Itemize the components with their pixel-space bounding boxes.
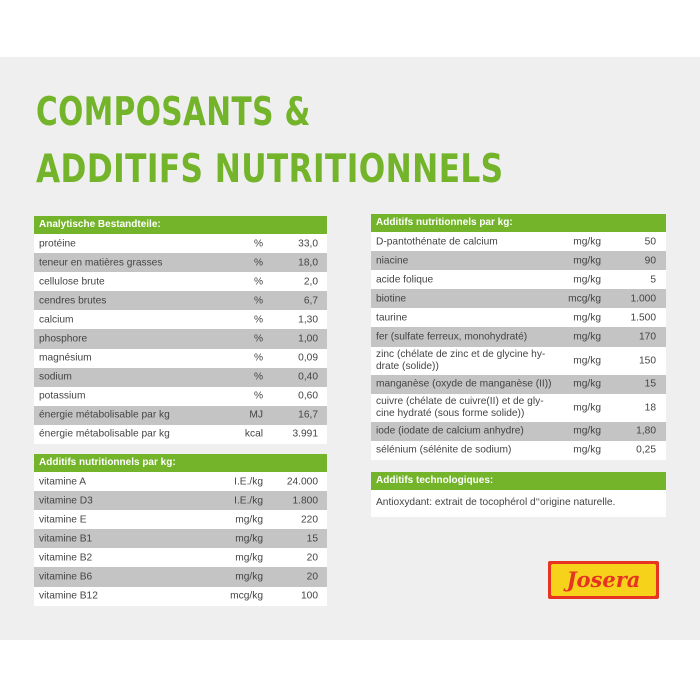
row-unit: mcg/kg xyxy=(230,590,263,602)
row-value: 15 xyxy=(306,533,318,545)
row-name: vitamine D3 xyxy=(39,495,93,507)
technological-additives-text: Antioxydant: extrait de tocophérol d‘‘origine naturelle. xyxy=(376,497,616,508)
analytical-constituents-table xyxy=(34,216,327,444)
row-unit: MJ xyxy=(249,409,263,421)
row-name: calcium xyxy=(39,314,74,326)
row-name: taurine xyxy=(376,312,408,324)
row-value: 1.800 xyxy=(292,495,318,507)
table-header: Analytische Bestandteile: xyxy=(34,216,327,234)
row-name: manganèse (oxyde de manganèse (II)) xyxy=(376,378,552,390)
row-name: cendres brutes xyxy=(39,295,107,307)
page-title-line1: COMPOSANTS & xyxy=(36,90,311,135)
row-value: 0,60 xyxy=(298,390,318,402)
row-value: 1.000 xyxy=(630,293,656,305)
logo-text: Josera xyxy=(566,567,641,592)
row-name: niacine xyxy=(376,255,409,267)
table-row xyxy=(34,253,327,272)
row-unit: % xyxy=(253,295,263,307)
row-name: D-pantothénate de calcium xyxy=(376,236,498,248)
row-value: 24.000 xyxy=(286,476,318,488)
logo-background xyxy=(551,564,656,596)
table-row xyxy=(34,234,327,253)
row-value: 220 xyxy=(301,514,318,526)
row-value: 100 xyxy=(301,590,318,602)
row-unit: mg/kg xyxy=(573,236,601,248)
table-row xyxy=(34,425,327,444)
row-value: 1,80 xyxy=(636,425,656,437)
row-unit: % xyxy=(253,371,263,383)
vitamins-table xyxy=(34,454,327,606)
row-unit: mg/kg xyxy=(573,255,601,267)
table-header: Additifs nutritionnels par kg: xyxy=(371,214,666,232)
row-value: 50 xyxy=(644,236,656,248)
table-row xyxy=(371,327,666,346)
row-value: 33,0 xyxy=(298,238,318,250)
row-unit: mcg/kg xyxy=(568,293,601,305)
table-row xyxy=(371,232,666,251)
table-row xyxy=(34,272,327,291)
row-name: protéine xyxy=(39,238,76,250)
table-row xyxy=(34,548,327,567)
row-name: potassium xyxy=(39,390,86,402)
table-row xyxy=(371,289,666,308)
row-unit: kcal xyxy=(244,428,263,440)
row-value: 3.991 xyxy=(292,428,318,440)
row-name: vitamine B12 xyxy=(39,590,98,602)
row-value: 20 xyxy=(306,571,318,583)
table-row xyxy=(34,567,327,586)
row-name: sodium xyxy=(39,371,72,383)
row-unit: mg/kg xyxy=(235,533,263,545)
row-unit: % xyxy=(253,390,263,402)
row-value: 170 xyxy=(639,331,656,343)
row-value: 18 xyxy=(644,402,656,414)
row-name: iode (iodate de calcium anhydre) xyxy=(376,425,524,437)
row-value: 16,7 xyxy=(298,409,318,421)
row-value: 2,0 xyxy=(303,276,318,288)
row-name: teneur en matières grasses xyxy=(39,257,163,269)
row-unit: mg/kg xyxy=(573,425,601,437)
row-unit: I.E./kg xyxy=(234,495,263,507)
technological-additives-table xyxy=(371,472,666,517)
row-name: énergie métabolisable par kg xyxy=(39,409,170,421)
row-unit: % xyxy=(253,333,263,345)
table-row xyxy=(34,310,327,329)
table-row xyxy=(34,368,327,387)
row-value: 90 xyxy=(644,255,656,267)
josera-logo xyxy=(548,561,659,599)
row-name: phosphore xyxy=(39,333,88,345)
table-row xyxy=(371,375,666,394)
row-value: 0,40 xyxy=(298,371,318,383)
row-name: énergie métabolisable par kg xyxy=(39,428,170,440)
table-row xyxy=(34,587,327,606)
row-unit: % xyxy=(253,276,263,288)
row-unit: mg/kg xyxy=(573,402,601,414)
row-value: 6,7 xyxy=(303,295,318,307)
row-name: vitamine E xyxy=(39,514,87,526)
row-unit: % xyxy=(253,352,263,364)
row-name: zinc (chélate de zinc et de glycine hy-drate (solide)) xyxy=(376,348,546,372)
row-name: biotine xyxy=(376,293,407,305)
row-value: 15 xyxy=(644,378,656,390)
row-unit: % xyxy=(253,238,263,250)
table-row xyxy=(34,406,327,425)
table-header: Additifs technologiques: xyxy=(371,472,666,490)
row-unit: mg/kg xyxy=(573,444,601,456)
row-name: vitamine B2 xyxy=(39,552,93,564)
table-row xyxy=(34,349,327,368)
row-unit: mg/kg xyxy=(235,552,263,564)
table-row xyxy=(371,441,666,460)
row-name: fer (sulfate ferreux, monohydraté) xyxy=(376,331,528,343)
table-row xyxy=(34,329,327,348)
row-unit: mg/kg xyxy=(573,378,601,390)
table-row xyxy=(34,491,327,510)
nutritional-additives-table xyxy=(371,214,666,460)
table-row xyxy=(371,308,666,327)
table-row xyxy=(34,291,327,310)
row-value: 5 xyxy=(650,274,656,286)
row-value: 20 xyxy=(306,552,318,564)
table-row xyxy=(371,394,666,422)
row-name: cellulose brute xyxy=(39,276,105,288)
row-unit: mg/kg xyxy=(235,571,263,583)
row-value: 150 xyxy=(639,355,656,367)
row-value: 0,09 xyxy=(298,352,318,364)
row-value: 0,25 xyxy=(636,444,656,456)
row-unit: mg/kg xyxy=(573,274,601,286)
row-value: 1,00 xyxy=(298,333,318,345)
row-unit: mg/kg xyxy=(573,355,601,367)
table-row xyxy=(34,387,327,406)
row-unit: mg/kg xyxy=(235,514,263,526)
table-row xyxy=(371,251,666,270)
row-name: vitamine A xyxy=(39,476,86,488)
table-row xyxy=(34,529,327,548)
table-header: Additifs nutritionnels par kg: xyxy=(34,454,327,472)
table-row xyxy=(371,422,666,441)
table-row xyxy=(371,347,666,375)
row-name: magnésium xyxy=(39,352,92,364)
table-row xyxy=(34,472,327,491)
row-name: vitamine B1 xyxy=(39,533,93,545)
row-value: 18,0 xyxy=(298,257,318,269)
row-unit: % xyxy=(253,257,263,269)
table-row xyxy=(371,270,666,289)
row-unit: mg/kg xyxy=(573,312,601,324)
row-name: acide folique xyxy=(376,274,434,286)
row-value: 1.500 xyxy=(630,312,656,324)
page-title-line2: ADDITIFS NUTRITIONNELS xyxy=(36,147,504,192)
row-unit: mg/kg xyxy=(573,331,601,343)
row-name: cuivre (chélate de cuivre(II) et de gly-cine hydraté (sous forme solide)) xyxy=(376,395,544,419)
row-name: vitamine B6 xyxy=(39,571,93,583)
table-row xyxy=(34,510,327,529)
row-unit: % xyxy=(253,314,263,326)
row-value: 1,30 xyxy=(298,314,318,326)
row-name: sélénium (sélénite de sodium) xyxy=(376,444,512,456)
row-unit: I.E./kg xyxy=(234,476,263,488)
